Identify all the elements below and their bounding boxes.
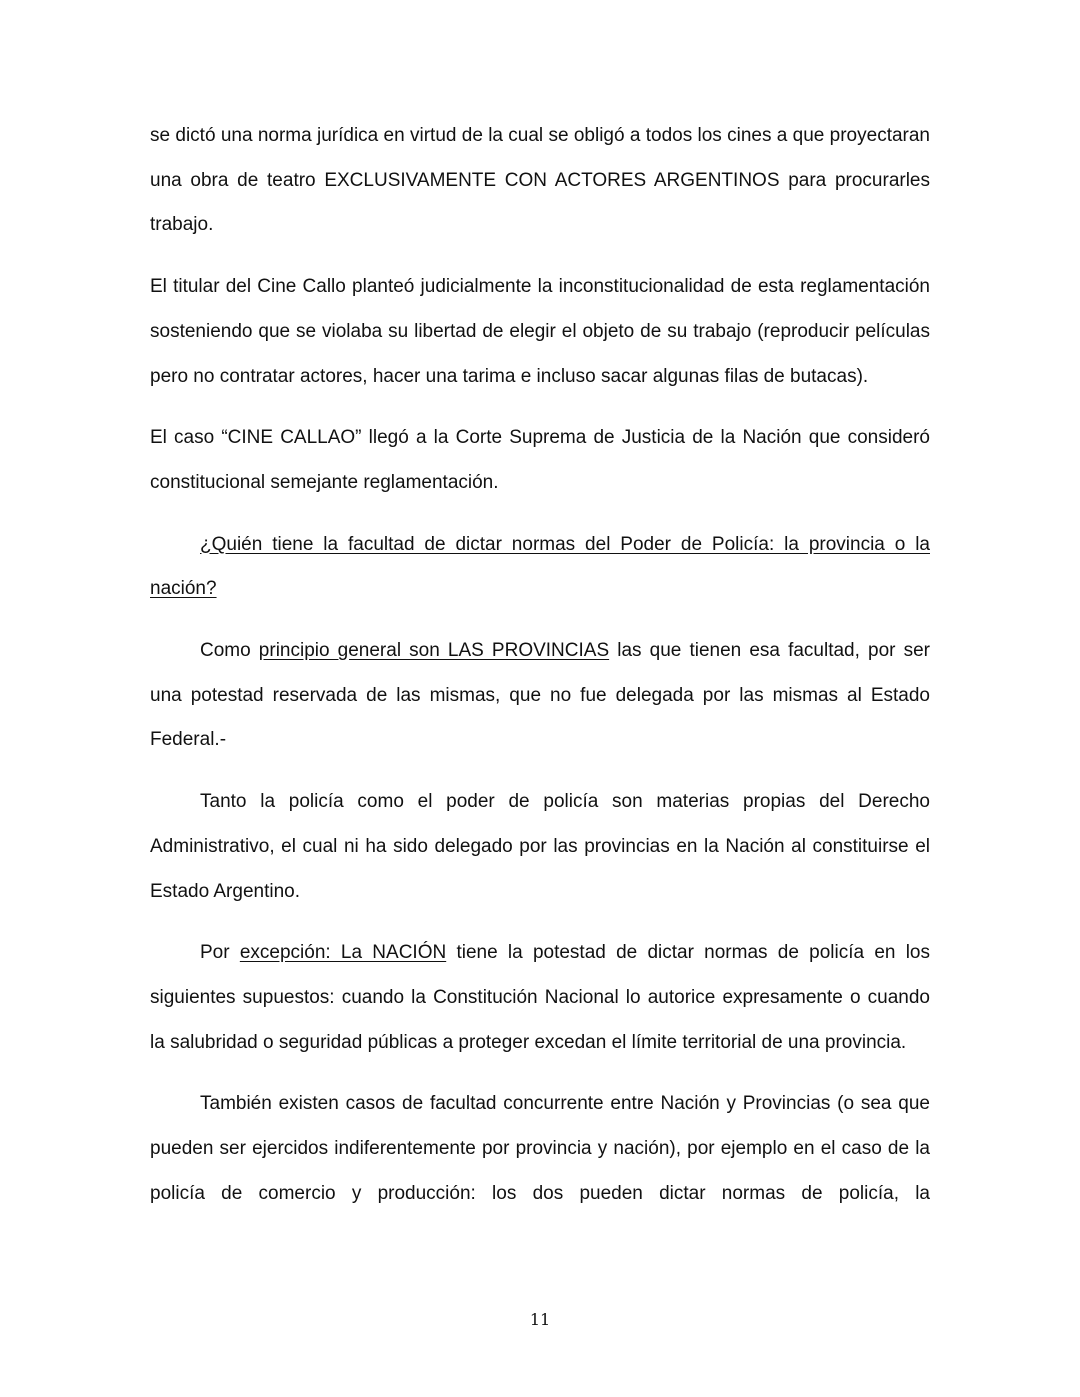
paragraph-2: El titular del Cine Callo planteó judicialmente la inconstitucionalidad de esta reglamentación sosteniendo que se violaba su libertad de elegir el objeto de su trabajo (reproducir películas pero no contratar actores, hacer una tarima e incluso sacar algunas filas de butacas).: [150, 276, 930, 387]
paragraph-5-rest: las que tienen esa facultad, por ser una potestad reservada de las mismas, que no fue delegada por las mismas al Estado Federal.-: [150, 640, 930, 751]
question-text: ¿Quién tiene la facultad de dictar normas del Poder de Policía: la provincia o la nación?: [150, 533, 930, 600]
paragraph-5: [150, 629, 930, 763]
page-number: 11: [529, 1310, 551, 1329]
paragraph-5-underlined: principio general son LAS PROVINCIAS: [258, 640, 610, 662]
paragraph-1: se dictó una norma jurídica en virtud de la cual se obligó a todos los cines a que proyectaran una obra de teatro EXCLUSIVAMENTE CON ACTORES ARGENTINOS para procurarles trabajo.: [150, 125, 930, 236]
paragraph-7-lead: Por: [200, 942, 240, 964]
paragraph-5-lead: Como: [200, 640, 259, 662]
paragraph-8: También existen casos de facultad concurrente entre Nación y Provincias (o sea que pueden ser ejercidos indiferentemente por provincia y nación), por ejemplo en el caso de la policía de comercio y producción: los dos pueden dictar normas de policía, la: [150, 1093, 930, 1204]
body-text: [150, 114, 930, 1233]
paragraph-3: El caso “CINE CALLAO” llegó a la Corte Suprema de Justicia de la Nación que consideró constitucional semejante reglamentación.: [150, 427, 930, 493]
paragraph-7-rest: tiene la potestad de dictar normas de policía en los siguientes supuestos: cuando la Constitución Nacional lo autorice expresamente o cuando la salubridad o seguridad públicas a proteger excedan el límite territorial de una provincia.: [150, 942, 930, 1053]
paragraph-7: [150, 931, 930, 1065]
paragraph-6: Tanto la policía como el poder de policía son materias propias del Derecho Administrativo, el cual ni ha sido delegado por las provincias en la Nación al constituirse el Estado Argentino.: [150, 791, 930, 902]
paragraph-7-underlined: excepción: La NACIÓN: [239, 942, 447, 964]
question-heading: [150, 523, 930, 612]
